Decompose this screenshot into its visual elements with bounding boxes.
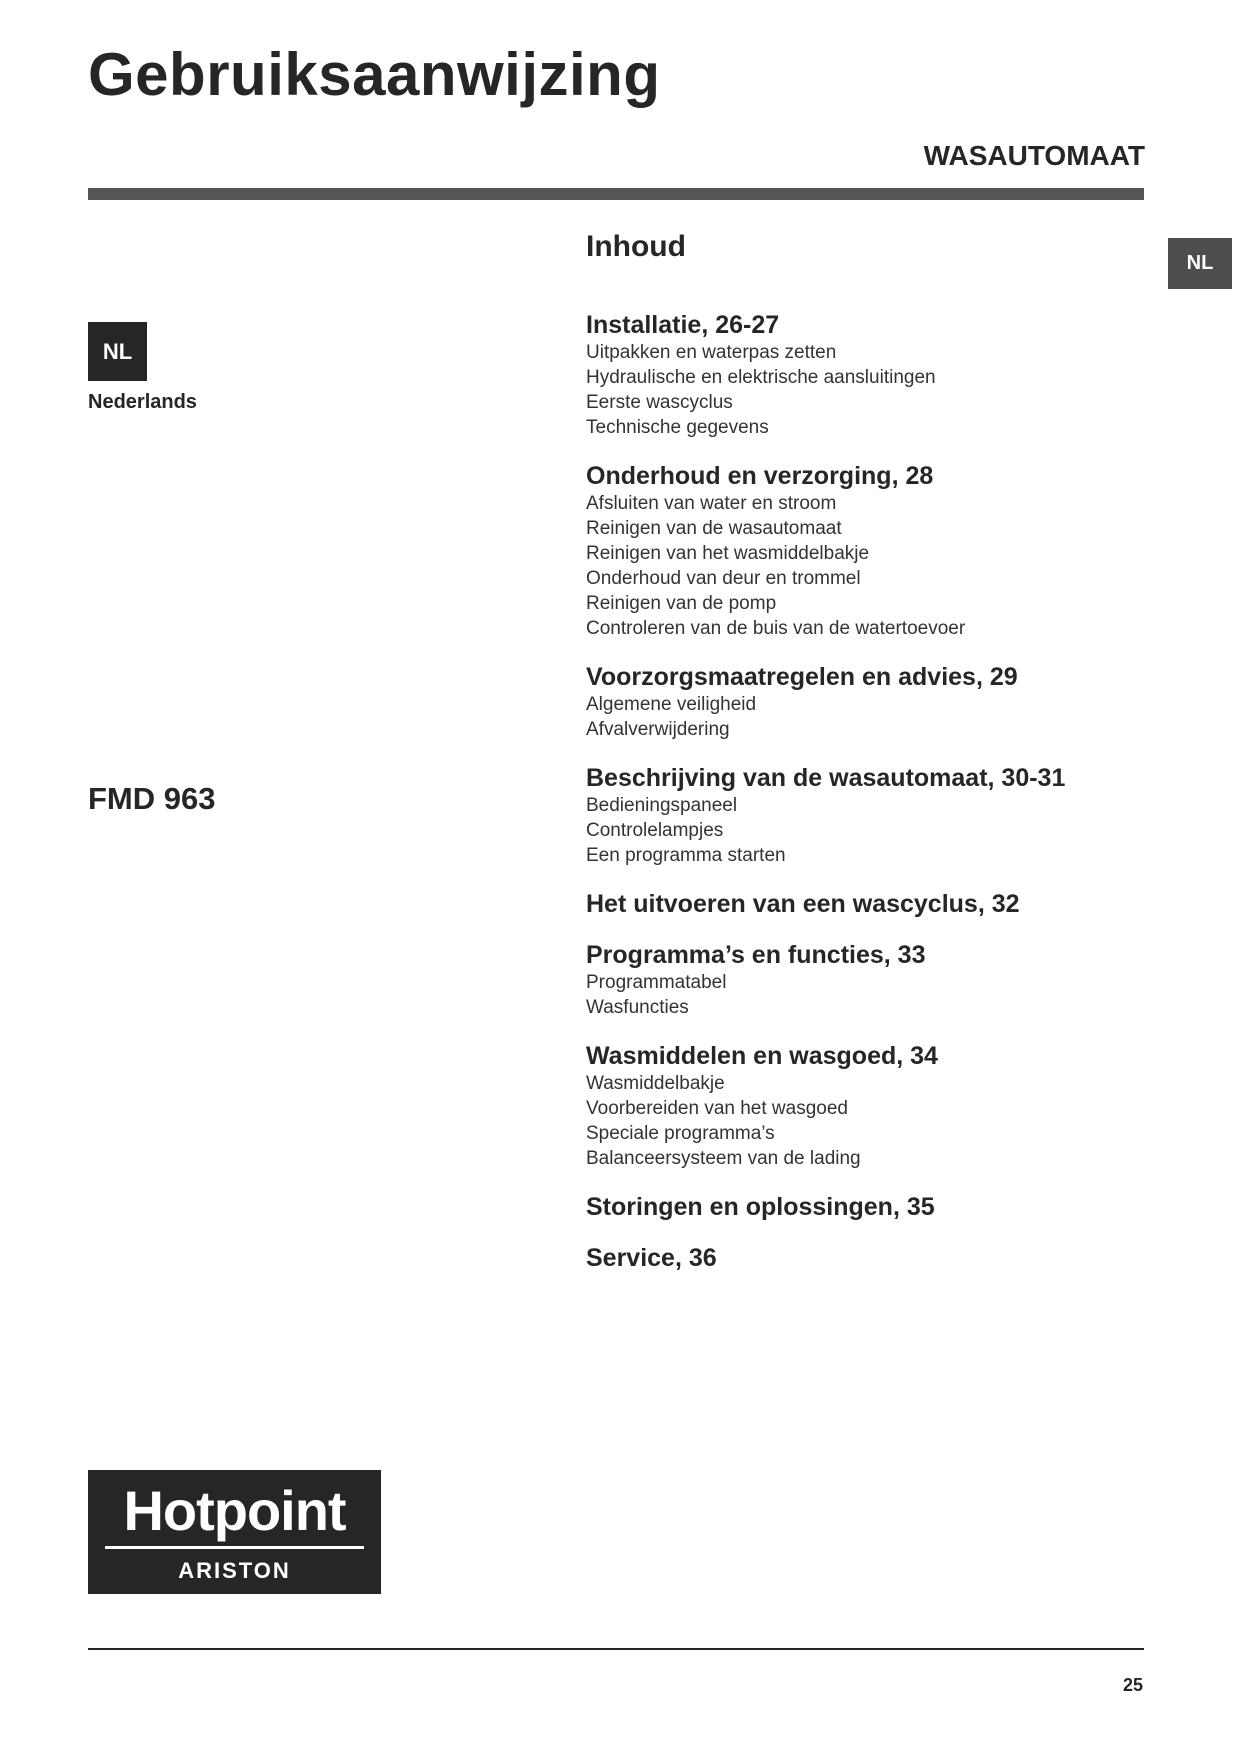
toc-section xyxy=(586,1041,1146,1171)
toc-item: Reinigen van het wasmiddelbakje xyxy=(586,543,870,564)
toc-section-title: Het uitvoeren van een wascyclus, 32 xyxy=(586,890,1020,918)
logo-wordmark: Hotpoint xyxy=(123,1479,346,1542)
toc-item: Voorbereiden van het wasgoed xyxy=(586,1098,848,1119)
page-number: 25 xyxy=(1122,1675,1143,1695)
toc-section-title: Wasmiddelen en wasgoed, 34 xyxy=(586,1042,938,1070)
toc-item: Reinigen van de wasautomaat xyxy=(586,518,842,539)
toc-item: Uitpakken en waterpas zetten xyxy=(586,342,837,363)
toc-item: Wasfuncties xyxy=(586,997,689,1018)
toc-section xyxy=(586,461,1146,641)
toc-section-title: Beschrijving van de wasautomaat, 30-31 xyxy=(586,764,1066,792)
toc-section xyxy=(586,662,1146,742)
toc-item: Eerste wascyclus xyxy=(586,392,733,413)
model-number: FMD 963 xyxy=(88,781,216,816)
toc-heading: Inhoud xyxy=(586,230,686,263)
toc-item: Een programma starten xyxy=(586,845,786,866)
toc-section-title: Storingen en oplossingen, 35 xyxy=(586,1193,935,1221)
language-side-tab: NL xyxy=(1168,238,1232,289)
toc-item: Algemene veiligheid xyxy=(586,694,757,715)
toc-item: Hydraulische en elektrische aansluitingen xyxy=(586,367,936,388)
toc-item: Programmatabel xyxy=(586,972,727,993)
toc-item: Afvalverwijdering xyxy=(586,719,730,740)
header-divider xyxy=(88,188,1144,200)
brand-logo xyxy=(88,1470,381,1594)
language-name: Nederlands xyxy=(88,391,197,413)
logo-divider xyxy=(105,1546,364,1549)
footer-divider xyxy=(88,1648,1144,1650)
toc-section-title: Service, 36 xyxy=(586,1244,717,1272)
language-badge: NL xyxy=(88,322,147,381)
toc-item: Onderhoud van deur en trommel xyxy=(586,568,861,589)
toc-item: Balanceersysteem van de lading xyxy=(586,1148,861,1169)
toc-item: Controleren van de buis van de watertoevoer xyxy=(586,618,966,639)
toc-item: Wasmiddelbakje xyxy=(586,1073,725,1094)
toc-section-title: Onderhoud en verzorging, 28 xyxy=(586,462,934,490)
toc-section-title: Installatie, 26-27 xyxy=(586,311,780,339)
toc-item: Controlelampjes xyxy=(586,820,724,841)
toc-section xyxy=(586,310,1146,440)
toc-section xyxy=(586,940,1146,1020)
toc-section xyxy=(586,889,1146,919)
logo-subbrand: ARISTON xyxy=(178,1558,291,1583)
page-title: Gebruiksaanwijzing xyxy=(88,41,661,108)
toc-item: Afsluiten van water en stroom xyxy=(586,493,837,514)
toc-section xyxy=(586,1243,1146,1273)
toc-section xyxy=(586,763,1146,868)
toc-item: Technische gegevens xyxy=(586,417,769,438)
toc-item: Reinigen van de pomp xyxy=(586,593,777,614)
product-type: WASAUTOMAAT xyxy=(923,140,1145,171)
toc-section-title: Voorzorgsmaatregelen en advies, 29 xyxy=(586,663,1018,691)
toc-item: Speciale programma’s xyxy=(586,1123,775,1144)
table-of-contents xyxy=(586,310,1146,1294)
toc-section xyxy=(586,1192,1146,1222)
toc-item: Bedieningspaneel xyxy=(586,795,738,816)
toc-section-title: Programma’s en functies, 33 xyxy=(586,941,926,969)
